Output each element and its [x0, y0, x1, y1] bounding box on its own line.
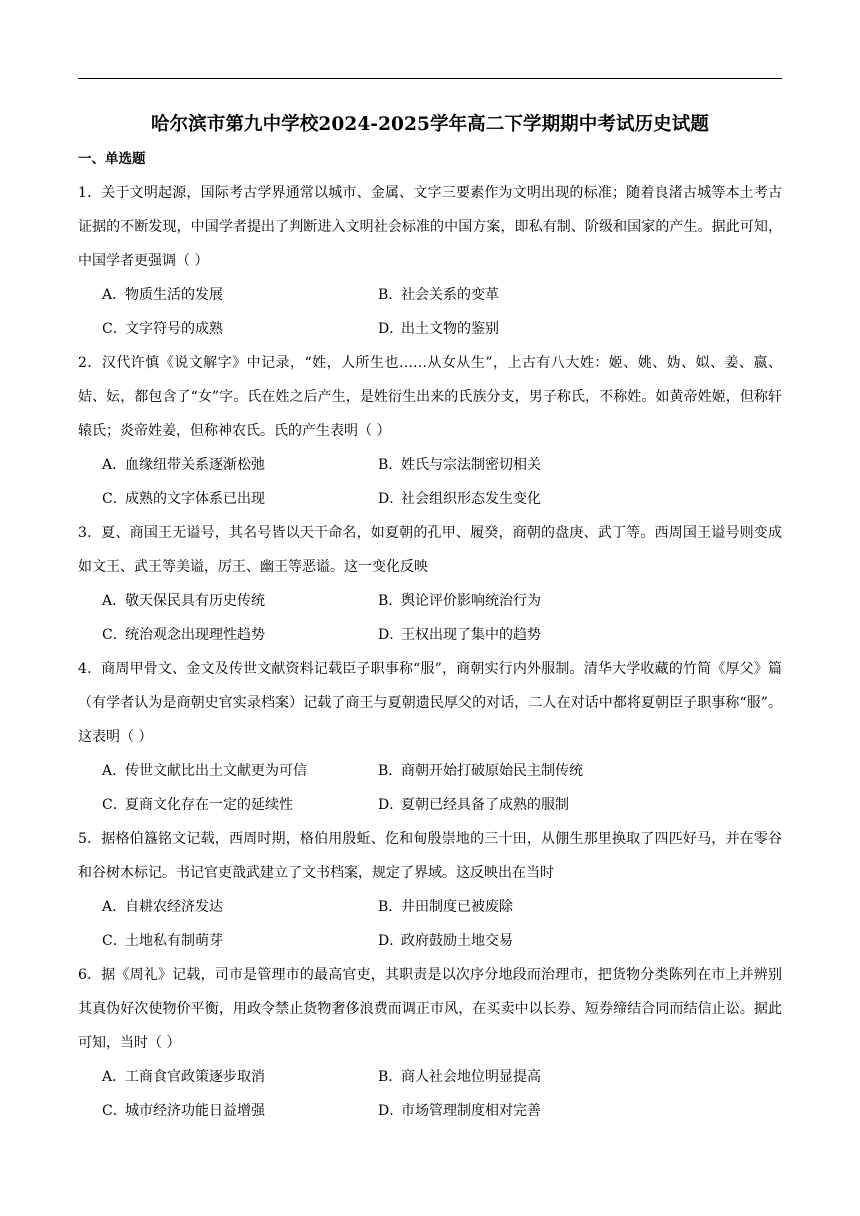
option-letter: A．: [102, 287, 127, 303]
option-a: [78, 448, 378, 482]
question-list: [78, 176, 782, 1128]
option-letter: B．: [378, 899, 403, 915]
option-d: [378, 788, 658, 822]
question-5: [78, 822, 782, 958]
option-c: [78, 312, 378, 346]
option-text: 敬天保民具有历史传统: [125, 593, 265, 609]
option-text: 夏朝已经具备了成熟的服制: [401, 797, 569, 813]
option-d: [378, 1094, 658, 1128]
option-text: 血缘纽带关系逐渐松弛: [125, 457, 265, 473]
option-text: 商朝开始打破原始民主制传统: [401, 763, 583, 779]
option-text: 市场管理制度相对完善: [401, 1103, 541, 1119]
option-text: 物质生活的发展: [125, 287, 223, 303]
option-letter: B．: [378, 763, 403, 779]
option-a: [78, 754, 378, 788]
option-text: 社会组织形态发生变化: [401, 491, 541, 507]
option-d: [378, 482, 658, 516]
option-group: [78, 890, 782, 958]
option-text: 出土文物的鉴别: [401, 321, 499, 337]
question-stem: 5．据格伯簋铭文记载，西周时期，格伯用殷蚯、仡和甸殷崇地的三十田，从倗生那里换取了四匹好马，并在零谷和谷树木标记。书记官吏戠武建立了文书档案，规定了界域。这反映出在当时: [78, 831, 782, 881]
option-letter: D．: [378, 491, 404, 507]
option-group: [78, 448, 782, 516]
question-2: [78, 346, 782, 516]
option-letter: B．: [378, 593, 403, 609]
option-letter: D．: [378, 797, 404, 813]
option-group: [78, 584, 782, 652]
option-text: 井田制度已被废除: [401, 899, 513, 915]
option-b: [378, 1060, 658, 1094]
option-text: 政府鼓励土地交易: [401, 933, 513, 949]
option-text: 商人社会地位明显提高: [401, 1069, 541, 1085]
option-a: [78, 584, 378, 618]
option-letter: C．: [102, 321, 127, 337]
option-c: [78, 924, 378, 958]
option-a: [78, 890, 378, 924]
option-group: [78, 1060, 782, 1128]
option-b: [378, 890, 658, 924]
header-rule: [78, 78, 782, 79]
question-stem: 6．据《周礼》记载，司市是管理市的最高官吏，其职责是以次序分地段而治理市，把货物分类陈列在市上并辨别其真伪好次使物价平衡，用政令禁止货物奢侈浪费而调正市风，在买卖中以长券、短券缔结合同而结信止讼。据此可知，当时（ ）: [78, 967, 782, 1051]
option-letter: B．: [378, 457, 403, 473]
option-d: [378, 618, 658, 652]
option-letter: A．: [102, 593, 127, 609]
option-group: [78, 754, 782, 822]
question-4: [78, 652, 782, 822]
option-c: [78, 618, 378, 652]
question-6: [78, 958, 782, 1128]
question-1: [78, 176, 782, 346]
option-text: 文字符号的成熟: [125, 321, 223, 337]
option-b: [378, 278, 658, 312]
option-text: 姓氏与宗法制密切相关: [401, 457, 541, 473]
option-letter: A．: [102, 457, 127, 473]
option-letter: D．: [378, 1103, 404, 1119]
option-b: [378, 448, 658, 482]
question-stem: 3．夏、商国王无谥号，其名号皆以天干命名，如夏朝的孔甲、履癸，商朝的盘庚、武丁等。西周国王谥号则变成如文王、武王等美谥，厉王、幽王等恶谥。这一变化反映: [78, 525, 782, 575]
option-d: [378, 312, 658, 346]
option-text: 舆论评价影响统治行为: [401, 593, 541, 609]
option-a: [78, 1060, 378, 1094]
option-text: 王权出现了集中的趋势: [401, 627, 541, 643]
option-letter: B．: [378, 1069, 403, 1085]
question-stem: 1．关于文明起源，国际考古学界通常以城市、金属、文字三要素作为文明出现的标准；随着良渚古城等本土考古证据的不断发现，中国学者提出了判断进入文明社会标准的中国方案，即私有制、阶级和国家的产生。据此可知，中国学者更强调（ ）: [78, 185, 782, 269]
option-text: 统治观念出现理性趋势: [125, 627, 265, 643]
option-text: 自耕农经济发达: [125, 899, 223, 915]
option-c: [78, 482, 378, 516]
option-letter: D．: [378, 627, 404, 643]
option-text: 成熟的文字体系已出现: [125, 491, 265, 507]
option-letter: C．: [102, 1103, 127, 1119]
option-c: [78, 1094, 378, 1128]
question-stem: 2．汉代许慎《说文解字》中记录，“姓，人所生也……从女从生”，上古有八大姓：姬、姚、妫、姒、姜、嬴、姞、妘，都包含了“女”字。氏在姓之后产生，是姓衍生出来的氏族分支，男子称氏，不称姓。如黄帝姓姬，但称轩辕氏；炎帝姓姜，但称神农氏。氏的产生表明（ ）: [78, 355, 782, 439]
option-text: 社会关系的变革: [401, 287, 499, 303]
option-letter: C．: [102, 627, 127, 643]
option-letter: A．: [102, 763, 127, 779]
option-letter: C．: [102, 797, 127, 813]
option-letter: B．: [378, 287, 403, 303]
option-text: 传世文献比出土文献更为可信: [125, 763, 307, 779]
option-d: [378, 924, 658, 958]
option-letter: C．: [102, 491, 127, 507]
option-letter: A．: [102, 899, 127, 915]
option-c: [78, 788, 378, 822]
question-stem: 4．商周甲骨文、金文及传世文献资料记载臣子职事称“服”，商朝实行内外服制。清华大学收藏的竹简《厚父》篇（有学者认为是商朝史官实录档案）记载了商王与夏朝遗民厚父的对话，二人在对话中都将夏朝臣子职事称“服”。这表明（ ）: [78, 661, 782, 745]
option-b: [378, 754, 658, 788]
exam-title: 哈尔滨市第九中学校2024-2025学年高二下学期期中考试历史试题: [151, 114, 709, 135]
option-text: 城市经济功能日益增强: [125, 1103, 265, 1119]
option-text: 夏商文化存在一定的延续性: [125, 797, 293, 813]
section-heading: 一、单选题: [78, 151, 146, 167]
option-text: 土地私有制萌芽: [125, 933, 223, 949]
option-text: 工商食官政策逐步取消: [125, 1069, 265, 1085]
option-b: [378, 584, 658, 618]
option-a: [78, 278, 378, 312]
option-letter: D．: [378, 933, 404, 949]
option-letter: C．: [102, 933, 127, 949]
option-letter: A．: [102, 1069, 127, 1085]
question-3: [78, 516, 782, 652]
option-letter: D．: [378, 321, 404, 337]
option-group: [78, 278, 782, 346]
